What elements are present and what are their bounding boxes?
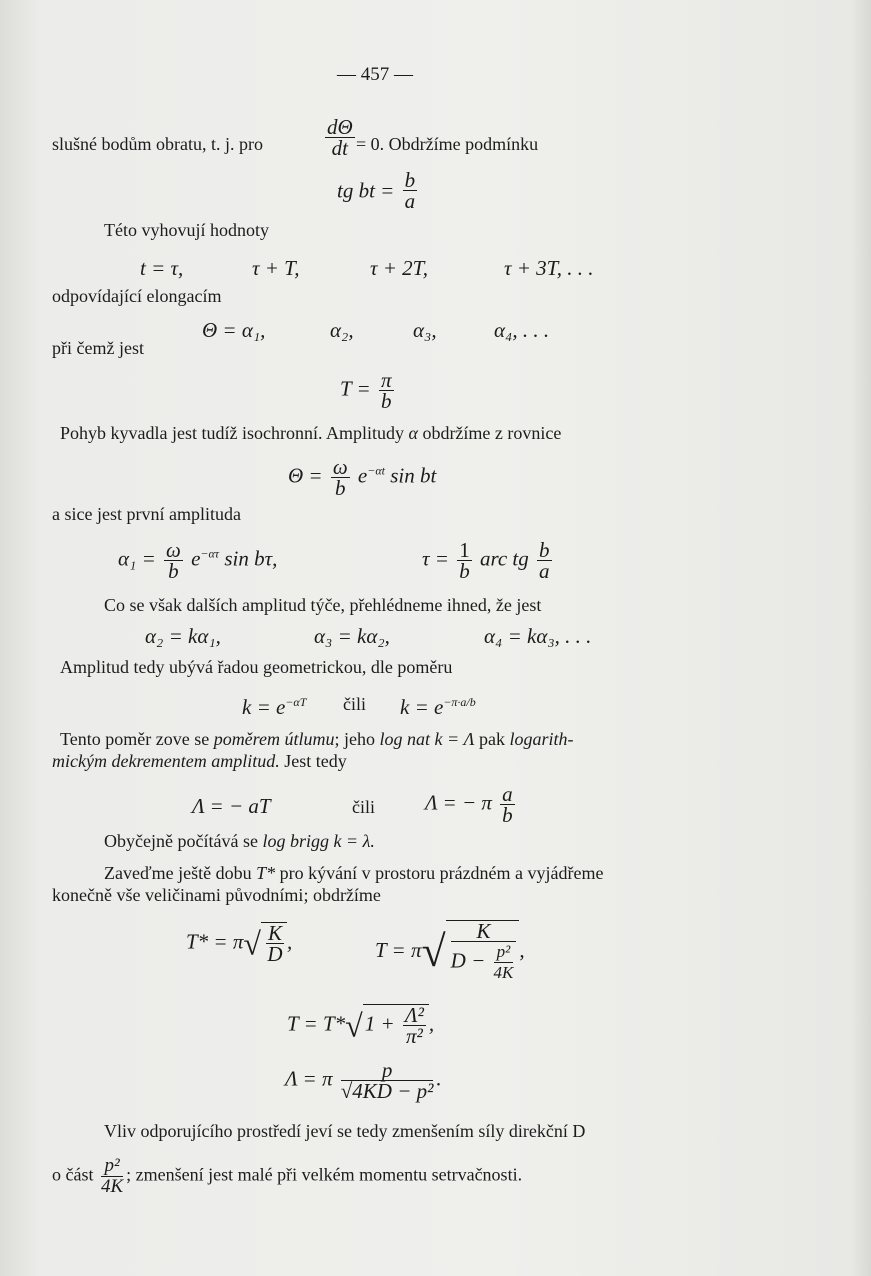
text-line-12: Zaveďme ještě dobu T* pro kývání v prostoru prázdném a vyjádřeme xyxy=(104,863,604,883)
equation-theta: Θ = $\frac{\omega}{b}$ $e^{-\alpha t}$ sin bt xyxy=(288,455,437,500)
equation-amplitude-ratio-1: α₂ = kα₁, xyxy=(145,624,221,648)
equation-amplitude-ratio-2: α₃ = kα₂, xyxy=(314,624,390,648)
text-line-9: Tento poměr zove se poměrem útlumu; jeho log nat k = Λ pak logarith- xyxy=(60,729,574,749)
text-line-1b: = 0. Obdržíme podmínku xyxy=(356,134,539,154)
text-cili-1: čili xyxy=(343,694,366,714)
equation-elongation-3: α₃, xyxy=(413,318,437,342)
equation-t-values-4: τ + 3T, . . . xyxy=(504,256,594,280)
text-line-3: odpovídající elongacím xyxy=(52,286,222,306)
equation-period: T = $\frac{\pi}{b}$ xyxy=(340,368,392,413)
text-line-17: o část $\frac{\text{p²}}{4K}$ ; zmenšení jest malé při velkém momentu setrvačnosti. xyxy=(52,1155,523,1197)
equation-t-relation: T = T*√1 + $\frac{\text{Λ²}}{\text{π²}}$ , xyxy=(287,1003,435,1048)
equation-first-amplitude: α₁ = $\frac{\omega}{b}$ $e^{-\alpha\tau}$ sin bτ, xyxy=(118,538,278,583)
text-line-2: Této vyhovují hodnoty xyxy=(104,220,269,240)
text-line-16: Vliv odporujícího prostředí jeví se tedy zmenšením síly direkční D xyxy=(104,1121,586,1141)
equation-t-values-2: τ + T, xyxy=(252,256,300,280)
equation-t-damped: T = π√ K D − $\frac{\text{p²}}{4K}$ , xyxy=(375,919,525,982)
equation-k-2: $k = e^{-\pi\cdot a/b}$ xyxy=(400,695,476,719)
equation-t-star: T* = π√ $\frac{K}{D}$ , xyxy=(186,921,293,966)
equation-elongation-4: α₄, . . . xyxy=(494,318,550,342)
equation-tg-bt: tg bt = $\frac{b}{a}$ xyxy=(337,168,416,213)
text-line-5: Pohyb kyvadla jest tudíž isochronní. Amplitudy α obdržíme z rovnice xyxy=(60,423,562,443)
text-line-1a: slušné bodům obratu, t. j. pro xyxy=(52,134,263,154)
text-line-13: konečně vše veličinami původními; obdržíme xyxy=(52,885,381,905)
equation-elongation-1: Θ = α₁, xyxy=(202,318,266,342)
formula-dtheta-dt: $\frac{d\Theta}{dt}$ xyxy=(327,115,353,160)
text-cili-2: čili xyxy=(352,797,375,817)
text-line-8: Amplitud tedy ubývá řadou geometrickou, dle poměru xyxy=(60,657,453,677)
text-line-10: mickým dekrementem amplitud. Jest tedy xyxy=(52,751,347,771)
equation-lambda-1: Λ = − aT xyxy=(192,794,271,818)
equation-tau: τ = $\frac{1}{b}$ arc tg $\frac{b}{a}$ xyxy=(422,538,550,583)
text-line-11: Obyčejně počítává se log brigg k = λ. xyxy=(104,831,375,851)
equation-k-1: $k = e^{-\alpha T}$ xyxy=(242,695,307,719)
text-line-7: Co se však dalších amplitud týče, přehlédneme ihned, že jest xyxy=(104,595,542,615)
equation-t-values-3: τ + 2T, xyxy=(370,256,429,280)
page-number: — 457 — xyxy=(337,64,413,85)
equation-t-values-1: t = τ, xyxy=(140,256,184,280)
text-line-6: a sice jest první amplituda xyxy=(52,504,241,524)
text-line-4: při čemž jest xyxy=(52,338,144,358)
equation-lambda-p: Λ = π $\frac{p}{\text{√4KD − p²}}$ . xyxy=(285,1058,442,1103)
equation-elongation-2: α₂, xyxy=(330,318,354,342)
equation-lambda-2: Λ = − π $\frac{a}{b}$ xyxy=(425,782,513,827)
equation-amplitude-ratio-3: α₄ = kα₃, . . . xyxy=(484,624,592,648)
